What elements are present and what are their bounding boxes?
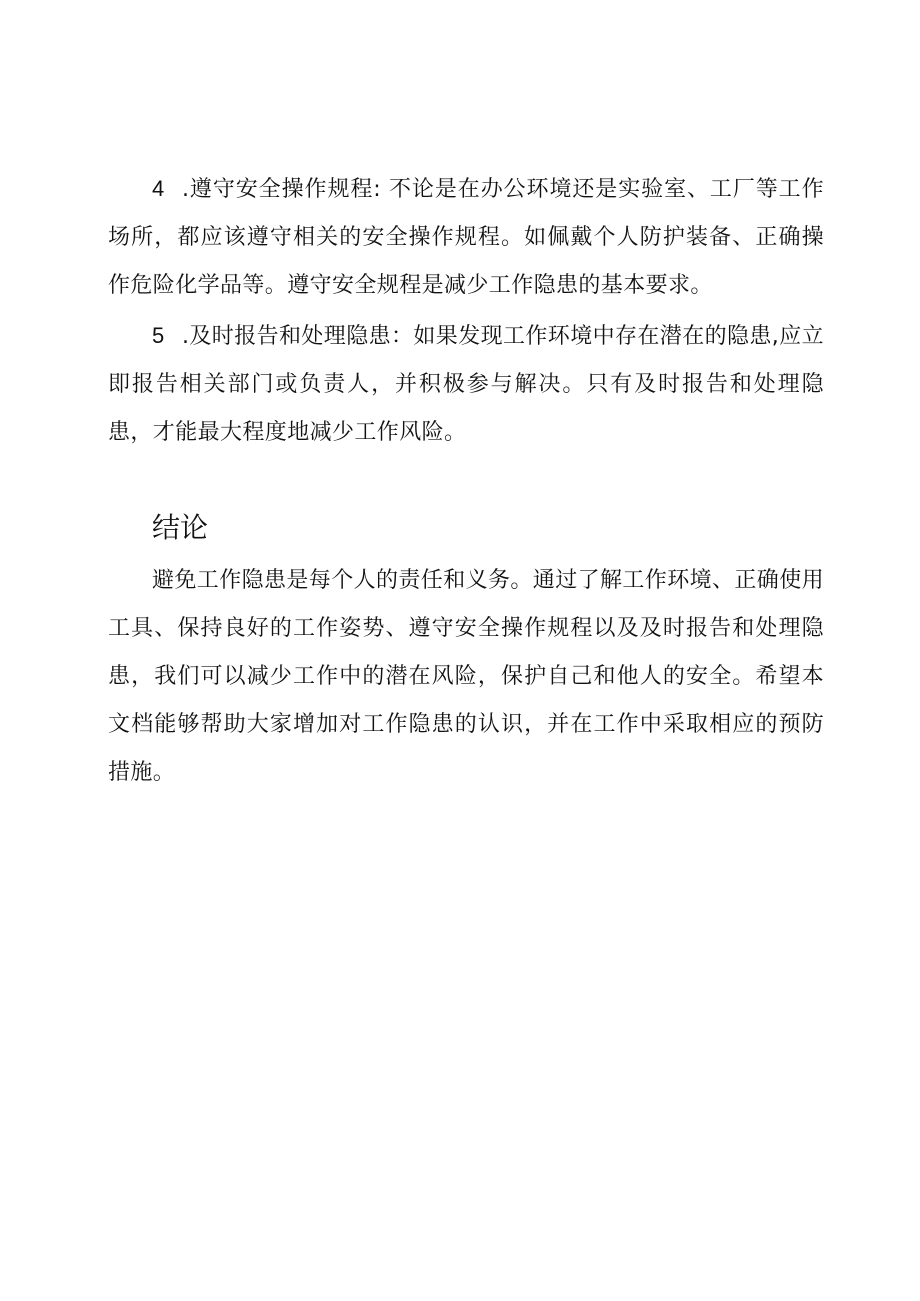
conclusion-paragraph: 避免工作隐患是每个人的责任和义务。通过了解工作环境、正确使用工具、保持良好的工作姿势、遵守安全操作规程以及及时报告和处理隐患，我们可以减少工作中的潜在风险，保护自己和他人的安全。希望本文档能够帮助大家增加对工作隐患的认识，并在工作中采取相应的预防措施。: [108, 568, 825, 785]
list-item-number: 4: [152, 176, 165, 201]
list-item-number: 5: [152, 323, 165, 348]
list-item-5: [108, 312, 824, 457]
list-item-4: [108, 165, 824, 310]
list-item-text: .及时报告和处理隐患：如果发现工作环境中存在潜在的隐患,应立即报告相关部门或负责人，并积极参与解决。只有及时报告和处理隐患，才能最大程度地减少工作风险。: [108, 324, 824, 445]
list-item-text: .遵守安全操作规程: 不论是在办公环境还是实验室、工厂等工作场所，都应该遵守相关的安全操作规程。如佩戴个人防护装备、正确操作危险化学品等。遵守安全规程是减少工作隐患的基本要求。: [108, 177, 824, 298]
conclusion-heading: 结论: [152, 511, 209, 544]
document-content: [108, 165, 824, 797]
